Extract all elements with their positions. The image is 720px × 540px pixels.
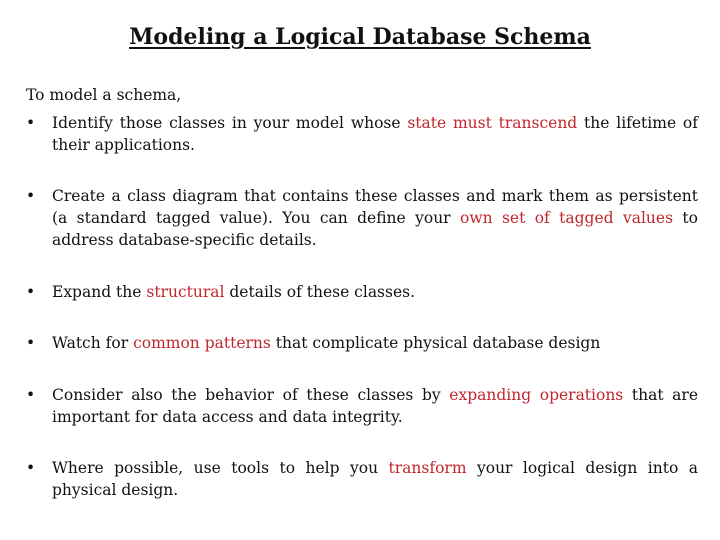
bullet-item — [26, 384, 698, 428]
bullet-text: Identify those classes in your model whose state must transcend the lifetime of their applications. — [52, 114, 698, 154]
highlight-text: expanding operations — [449, 386, 624, 404]
bullet-dot: • — [26, 386, 36, 404]
intro-text: To model a schema, — [26, 86, 182, 104]
bullet-item — [26, 332, 698, 354]
bullet-dot: • — [26, 334, 36, 352]
bullet-dot: • — [26, 283, 36, 301]
bullet-item — [26, 112, 698, 156]
bullet-item — [26, 281, 698, 303]
bullet-text: Watch for common patterns that complicate physical database design — [52, 334, 601, 352]
highlight-text: own set of tagged values — [459, 209, 674, 227]
bullet-dot: • — [26, 114, 36, 132]
highlight-text: common patterns — [133, 334, 271, 352]
slide-title: Modeling a Logical Database Schema — [129, 24, 591, 50]
bullet-dot: • — [26, 187, 36, 205]
bullet-dot: • — [26, 459, 36, 477]
highlight-text: state must transcend — [407, 114, 578, 132]
bullet-item — [26, 457, 698, 501]
highlight-text: transform — [388, 459, 467, 477]
bullet-text: Where possible, use tools to help you transform your logical design into a physical design. — [52, 459, 698, 499]
highlight-text: structural — [146, 283, 225, 301]
bullet-text: Consider also the behavior of these classes by expanding operations that are important for data access and data integrity. — [52, 386, 699, 426]
bullet-item — [26, 185, 698, 251]
bullet-text: Create a class diagram that contains these classes and mark them as persistent (a standard tagged value). You can define your own set of tagged values to address database-specific details. — [52, 187, 698, 249]
bullet-text: Expand the structural details of these classes. — [52, 283, 416, 301]
